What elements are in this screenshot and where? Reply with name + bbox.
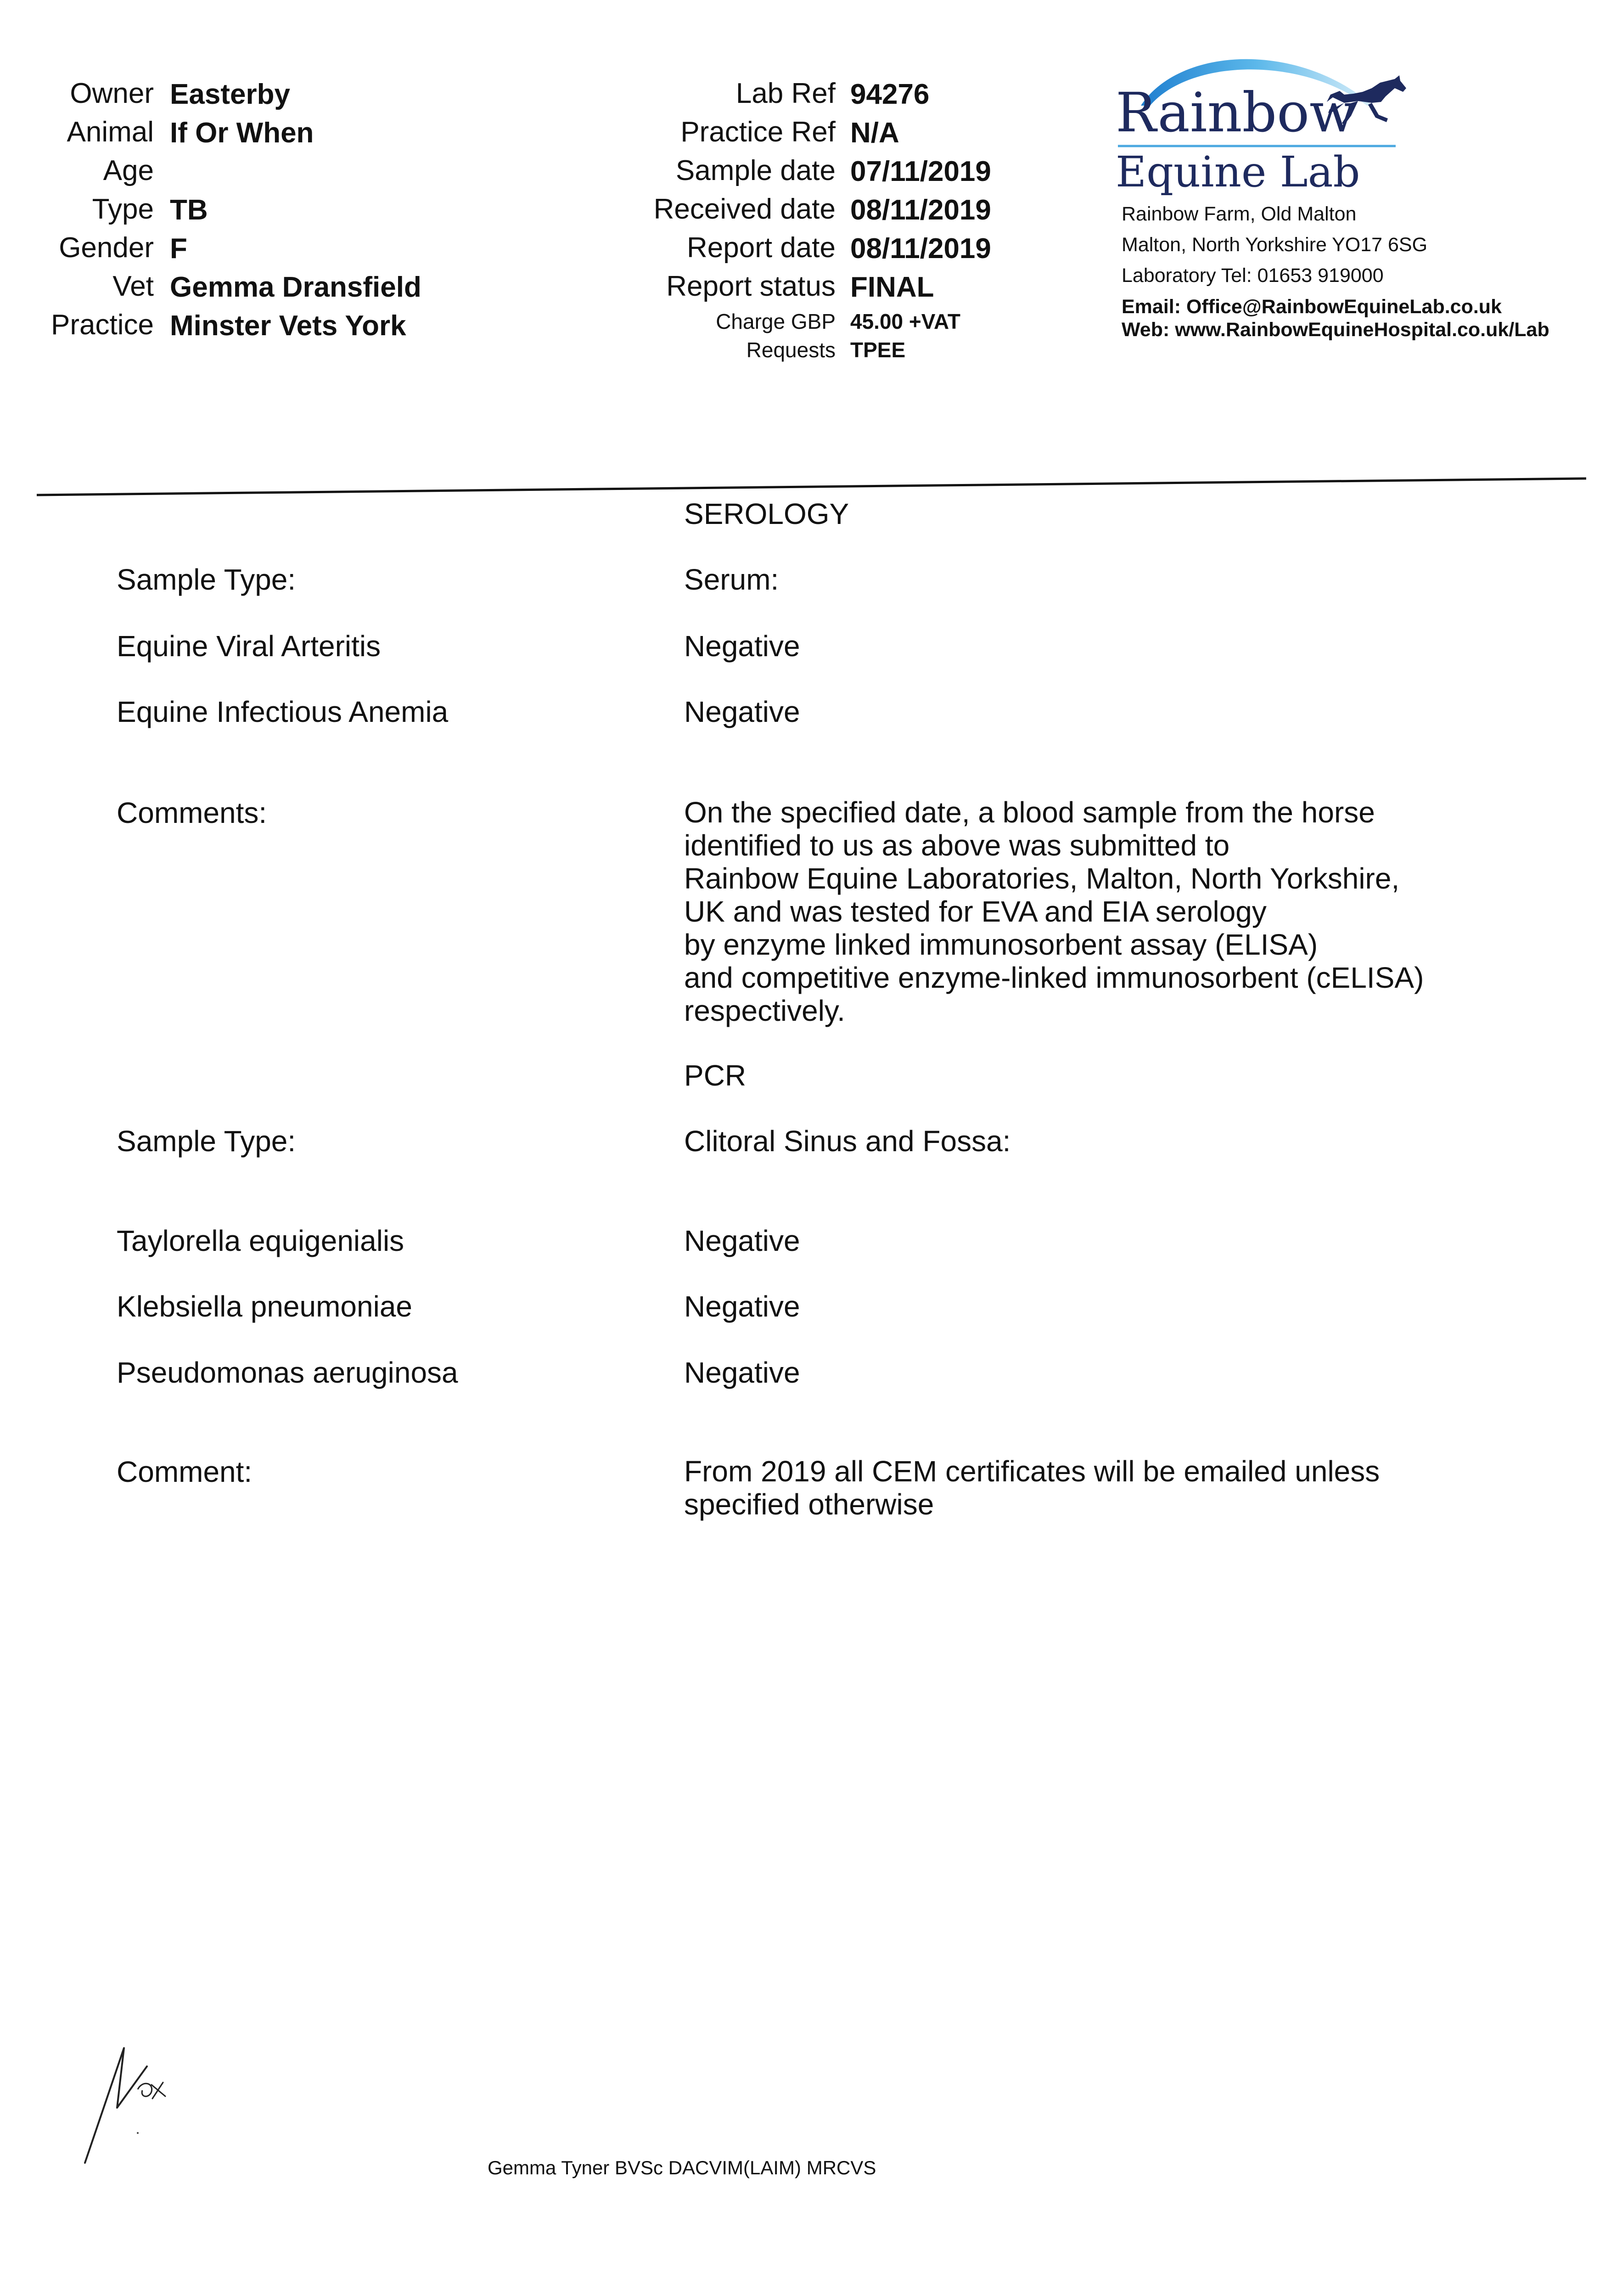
test-result: Negative [684, 695, 800, 728]
requests-value: TPEE [850, 338, 906, 362]
address-line-3: Laboratory Tel: 01653 919000 [1122, 264, 1384, 287]
test-name: Klebsiella pneumoniae [117, 1290, 412, 1323]
logo-equine-lab-text: Equine Lab [1116, 147, 1360, 197]
received-date-label: Received date [653, 193, 836, 225]
animal-value: If Or When [170, 117, 314, 149]
gender-value: F [170, 233, 187, 264]
test-result: Negative [684, 1224, 800, 1257]
test-result: Negative [684, 1290, 800, 1323]
practice-ref-label: Practice Ref [680, 116, 836, 148]
type-label: Type [92, 193, 154, 225]
test-name: Pseudomonas aeruginosa [117, 1356, 458, 1389]
charge-label: Charge GBP [716, 310, 836, 333]
test-name: Equine Infectious Anemia [117, 695, 449, 728]
test-result: Negative [684, 1356, 800, 1389]
comment-line: From 2019 all CEM certificates will be emailed unless [684, 1455, 1380, 1488]
pcr-sample-type-value: Clitoral Sinus and Fossa: [684, 1125, 1011, 1158]
logo-rainbow-text: Rainbow [1116, 81, 1356, 144]
header-divider [0, 473, 1622, 501]
comment-line: by enzyme linked immunosorbent assay (ELISA) [684, 928, 1318, 961]
test-result: Negative [684, 630, 800, 663]
practice-ref-value: N/A [850, 117, 899, 149]
test-name: Equine Viral Arteritis [117, 630, 381, 663]
comment-line: On the specified date, a blood sample from the horse [684, 796, 1375, 829]
signatory-name: Gemma Tyner BVSc DACVIM(LAIM) MRCVS [488, 2157, 876, 2178]
lab-website: Web: www.RainbowEquineHospital.co.uk/Lab [1122, 319, 1549, 341]
report-date-value: 08/11/2019 [850, 233, 991, 264]
serology-sample-type-label: Sample Type: [117, 563, 296, 596]
pcr-comment-label: Comment: [117, 1455, 253, 1488]
pcr-heading: PCR [684, 1059, 746, 1092]
age-label: Age [103, 155, 154, 186]
lab-email: Email: Office@RainbowEquineLab.co.uk [1122, 296, 1502, 318]
address-line-2: Malton, North Yorkshire YO17 6SG [1122, 234, 1428, 256]
sample-date-label: Sample date [675, 155, 836, 186]
gender-label: Gender [59, 232, 154, 264]
serology-comments-label: Comments: [117, 796, 267, 829]
comment-line: UK and was tested for EVA and EIA serology [684, 895, 1267, 928]
vet-label: Vet [112, 270, 154, 302]
pcr-comment-text [684, 1455, 1556, 1521]
comment-line: identified to us as above was submitted to [684, 829, 1230, 862]
type-value: TB [170, 194, 208, 226]
serology-sample-type-value: Serum: [684, 563, 779, 596]
practice-label: Practice [51, 309, 154, 341]
serology-comments-text [684, 796, 1556, 1027]
signature-image [73, 2039, 179, 2172]
sample-date-value: 07/11/2019 [850, 156, 991, 187]
practice-value: Minster Vets York [170, 310, 406, 342]
received-date-value: 08/11/2019 [850, 194, 991, 226]
comment-line: and competitive enzyme-linked immunosorbent (cELISA) [684, 961, 1424, 994]
comment-line: Rainbow Equine Laboratories, Malton, North Yorkshire, [684, 862, 1400, 895]
lab-ref-label: Lab Ref [735, 78, 836, 109]
address-line-1: Rainbow Farm, Old Malton [1122, 203, 1357, 225]
owner-label: Owner [70, 78, 154, 109]
comment-line: respectively. [684, 994, 845, 1027]
pcr-sample-type-label: Sample Type: [117, 1125, 296, 1158]
report-status-label: Report status [666, 270, 836, 302]
report-date-label: Report date [687, 232, 836, 264]
animal-label: Animal [67, 116, 154, 148]
report-status-value: FINAL [850, 271, 934, 303]
serology-heading: SEROLOGY [684, 497, 849, 530]
charge-value: 45.00 +VAT [850, 310, 960, 333]
lab-ref-value: 94276 [850, 79, 930, 110]
requests-label: Requests [746, 338, 836, 362]
owner-value: Easterby [170, 79, 290, 110]
test-name: Taylorella equigenialis [117, 1224, 404, 1257]
rainbow-logo [1116, 37, 1437, 202]
vet-value: Gemma Dransfield [170, 271, 421, 303]
comment-line: specified otherwise [684, 1488, 934, 1521]
